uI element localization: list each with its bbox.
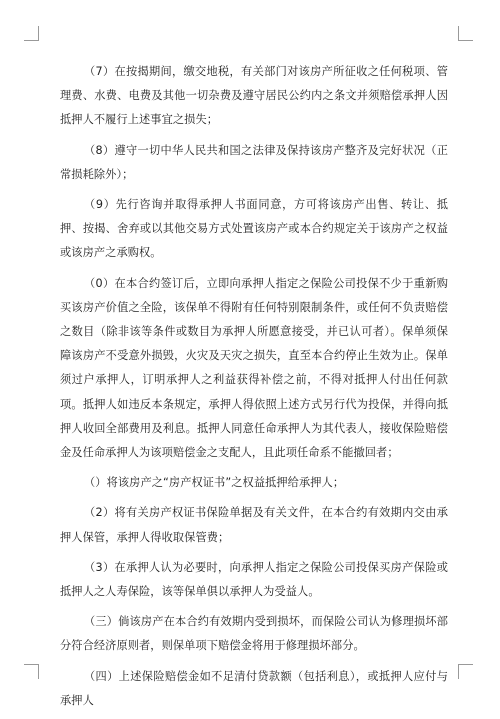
crop-mark-top-right — [458, 26, 473, 41]
paragraph-section-3-repair: （三）倘该房产在本合约有效期内受到损坏，而保险公司认为修理损坏部分符合经济原则者，则保单项下赔偿金将用于修理损坏部分。 — [60, 615, 448, 653]
crop-mark-top-left — [24, 26, 39, 41]
paragraph-3-life-insurance: （3）在承押人认为必要时，向承押人指定之保险公司投保买房产保险或抵押人之人寿保险，该等保单俱以承押人为受益人。 — [60, 560, 448, 599]
paragraph-section-4-shortfall: （四）上述保险赔偿金如不足清付贷款额（包括利息），或抵押人应付与承押人 — [60, 669, 448, 707]
paragraph-mortgage-certificate: （）将该房产之“房产权证书”之权益抵押给承押人； — [84, 476, 345, 490]
crop-mark-bottom-right — [458, 664, 473, 679]
crop-mark-bottom-left — [24, 664, 39, 679]
paragraph-0-insurance: （0）在本合约签订后，立即向承押人指定之保险公司投保不少于重新购买该房产价值之全险，该保单不得附有任何特别限制条件，或任何不负责赔偿之数目（除非该等条件或数目为承押人所愿意接受，并已认可者）。保单须保障该房产不受意外损毁，火灾及天灾之损失，直至本合约停止生效为止。保单须过户承押人，订明承押人之利益获得补偿之前，不得对抵押人付出任何款项。抵押人如违反本条规定，承押人得依照上述方式另行代为投保，并得向抵押人收回全部费用及利息。抵押人同意任命承押人为其代表人，接收保险赔偿金及任命承押人为该项赔偿金之支配人，且此项任命系不能撤回者； — [60, 276, 448, 460]
paragraph-9: （9）先行咨询并取得承押人书面同意，方可将该房产出售、转让、抵押、按揭、舍弃或以其他交易方式处置该房产或本合约规定关于该房产之权益或该房产之承购权。 — [60, 198, 448, 260]
paragraph-8: （8）遵守一切中华人民共和国之法律及保持该房产整齐及完好状况（正常损耗除外）； — [60, 143, 448, 181]
paragraph-2-custody: （2）将有关房产权证书保险单据及有关文件，在本合约有效期内交由承押人保管，承押人得收取保管费； — [60, 506, 448, 544]
document-body — [60, 60, 448, 719]
paragraph-7: （7）在按揭期间，缴交地税，有关部门对该房产所征收之任何税项、管理费、水费、电费及其他一切杂费及遵守居民公约内之条文并须赔偿承押人因抵押人不履行上述事宜之损失； — [60, 65, 448, 127]
